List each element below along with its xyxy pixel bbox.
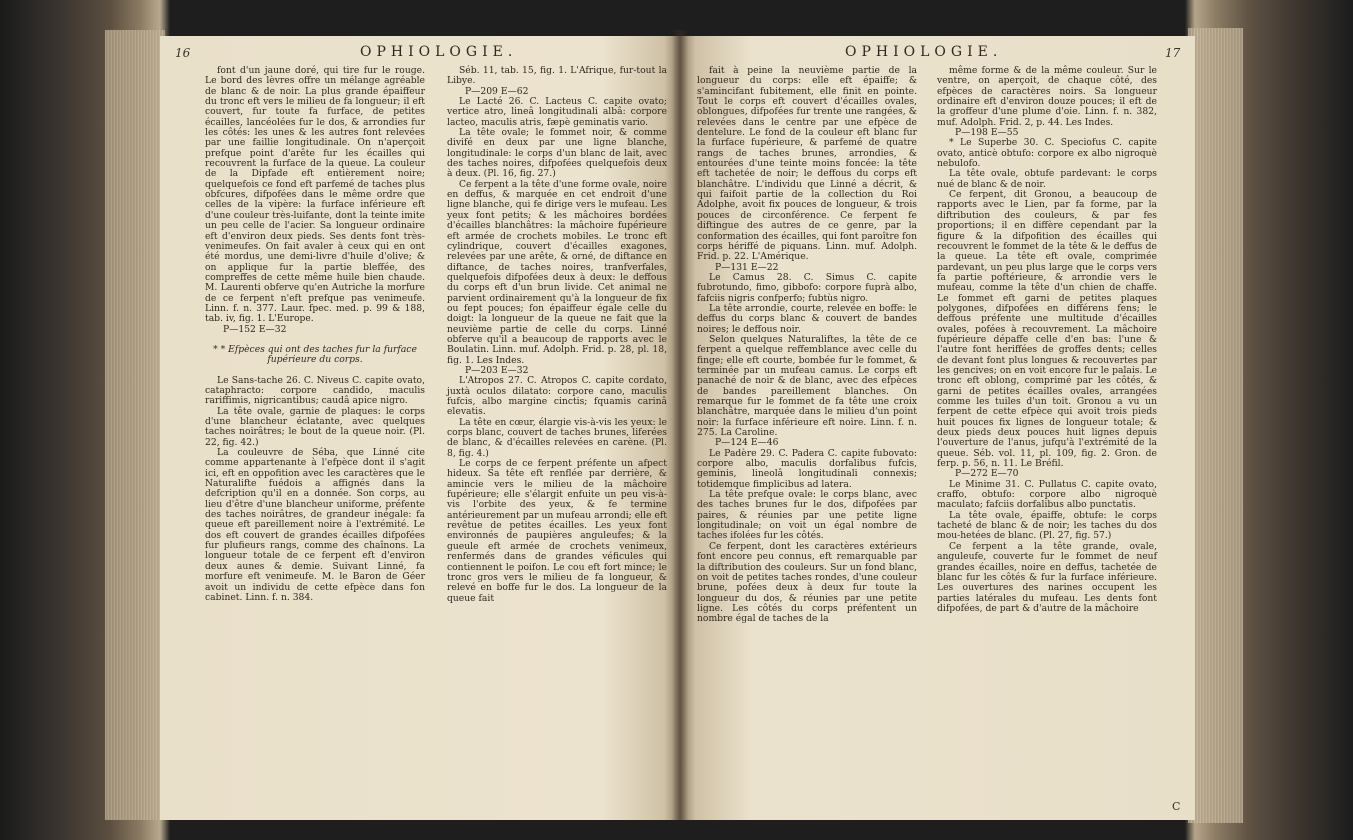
species-entry: Le Camus 28. C. Simus C. capite fubrotundo, fimo, gibbofo: corpore fuprà albo, fafciis nigris confperfo; fubtùs nigro. <box>697 271 917 304</box>
paragraph: Ce ferpent, dont les caractères extérieurs font encore peu connus, eft remarquable par la diftribution des couleurs. Sur un fond blanc, on voit de petites taches rondes, d'une couleur brune, pofées deux à deux fur toute la longueur du dos, & réunies par une petite ligne. Les côtés du corps préfentent un nombre égal de taches de la <box>697 540 917 625</box>
left-page-column-1 <box>205 66 425 603</box>
plate-reference: P—131 E—22 <box>715 261 779 273</box>
right-running-head: OPHIOLOGIE. <box>845 44 1003 60</box>
paragraph: La tête ovale, garnie de plaques: le corps d'une blancheur éclatante, avec quelques taches noirâtres; le bout de la queue noir. (Pl. 22, fig. 42.) <box>205 405 425 448</box>
paragraph: La tête ovale, épaiffe, obtufe: le corps tacheté de blanc & de noir; les taches du dos mou-hetées de blanc. (Pl. 27, fig. 57.) <box>937 509 1157 542</box>
paragraph: La couleuvre de Séba, que Linné cite comme appartenante à l'efpèce dont il s'agit ici, eft en oppofition avec les caractères que le Naturalifte fuédois a affignés dans la defcription qu'il en a donnée. Son corps, au lieu d'être d'une blancheur uniforme, préfente des taches noirâtres, de grandeur inégale: fa queue eft pareillement noire à l'extrémité. Le dos eft couvert de grandes écailles difpofées fur plufieurs rangs, comme des chaînons. La longueur totale de ce ferpent eft d'environ deux aunes & demie. Suivant Linné, fa morfure eft venimeufe. M. le Baron de Géer avoit un individu de cette efpèce dans fon cabinet. Linn. f. n. 384. <box>205 447 425 603</box>
paragraph: font d'un jaune doré, qui tire fur le rouge. Le bord des lèvres offre un mélange agréable de blanc & de noir. La plus grande épaiffeur du tronc eft vers le milieu de fa longueur; il eft couvert, fur toute fa furface, de petites écailles, lancéolées fur le dos, & arrondies fur les côtés: les unes & les autres font relevées par une faillie longitudinale. On n'aperçoit prefque point d'arête fur les écailles qui recouvrent la furface de la queue. La couleur de la Dipfade eft entièrement noire; quelquefois ce fond eft parfemé de taches plus obfcures, difpofées dans le même ordre que celles de la vipère: la furface inférieure eft d'une couleur très-luifante, dont la teinte imite un peu celle de l'acier. Sa longueur ordinaire eft d'environ deux pieds. Ses dents font très-venimeufes. On fait avaler à ceux qui en ont été mordus, une demi-livre d'huile d'olive; & on applique fur la partie bleffée, des compreffes de cette même huile bien chaude. M. Laurenti obferve qu'en Autriche la morfure de ce ferpent n'eft prefque pas venimeufe. Linn. f. n. 377. Laur. fpec. med. p. 99 & 188, tab. iv, fig. 1. L'Europe. <box>205 65 425 325</box>
paragraph: La tête ovale; le fommet noir, & comme divifé en deux par une ligne blanche, longitudinale: le corps d'un blanc de lait, avec des taches noires, difpofées quelquefois deux à deux. (Pl. 16, fig. 27.) <box>447 127 667 180</box>
species-entry: * Le Superbe 30. C. Speciofus C. capite ovato, anticè obtufo: corpore ex albo nigroquè nebulofo. <box>937 137 1157 170</box>
paragraph: même forme & de la même couleur. Sur le ventre, on aperçoit, de chaque côté, des efpèces de caractères noirs. Sa longueur ordinaire eft d'environ douze pouces; il eft de la groffeur d'une plume d'oie. Linn. f. n. 382, muf. Adolph. Frid. 2, p. 44. Les Indes. <box>937 65 1157 128</box>
left-page-edges <box>105 30 165 820</box>
paragraph: Selon quelques Naturaliftes, la tête de ce ferpent a quelque reffemblance avec celle du finge; elle eft courte, bombée fur le fommet, & terminée par un mufeau camus. Le corps eft panaché de noir & de blanc, avec des efpèces de bandes pareillement blanches. On remarque fur le fommet de fa tête une croix blanchâtre, marquée dans le milieu d'un point noir: la furface inférieure eft noire. Linn. f. n. 275. La Caroline. <box>697 333 917 439</box>
paragraph: Ce ferpent a la tête grande, ovale, anguleufe, couverte fur le fommet de neuf grandes écailles, noire en deffus, tachetée de blanc fur les côtés & fur la furface inférieure. Les ouvertures des narines occupent les parties latérales du mufeau. Les dents font difpofées, de part & d'autre de la mâchoire <box>937 540 1157 614</box>
paragraph: La tête prefque ovale: le corps blanc, avec des taches brunes fur le dos, difpofées par paires, & réunies par une petite ligne longitudinale; on voit un égal nombre de taches ifolées fur les côtés. <box>697 489 917 542</box>
species-entry: Le Lacté 26. C. Lacteus C. capite ovato; vertice atro, lineâ longitudinali albâ: corpore lacteo, maculis atris, fæpè geminatis vario. <box>447 96 667 128</box>
plate-reference: P—203 E—32 <box>465 364 529 376</box>
left-running-head: OPHIOLOGIE. <box>360 44 518 60</box>
right-page-number: 17 <box>1165 46 1181 60</box>
paragraph: Le corps de ce ferpent préfente un afpect hideux. Sa tête eft renflée par derrière, & amincie vers le milieu de la mâchoire fupérieure; elle s'élargit enfuite un peu vis-à-vis l'orbite des yeux, & fe termine antérieurement par un mufeau arrondi; elle eft revêtue de petites écailles. Les yeux font environnés de paupières anguleufes; & la gueule eft armée de crochets venimeux, renfermés dans de grandes véficules qui contiennent le poifon. Le cou eft fort mince; le tronc gros vers le milieu de fa longueur, & relevé en boffe fur le dos. La longueur de la queue fait <box>447 458 667 604</box>
left-page-number: 16 <box>175 46 191 60</box>
book-gutter <box>672 30 688 820</box>
paragraph: Ce ferpent a la tête d'une forme ovale, noire en deffus, & marquée en cet endroit d'une ligne blanche, qui fe dirige vers le mufeau. Les yeux font petits; & les mâchoires bordées d'écailles blanchâtres: la mâchoire fupérieure eft armée de crochets mobiles. Le tronc eft cylindrique, couvert d'écailles exagones, relevées par une arête, & orné, de diftance en diftance, de taches noires, tranfverfales, quelquefois difpofées deux à deux: le deffous du corps eft d'un brun livide. Cet animal ne parvient ordinairement qu'à la longueur de fix ou fept pouces; fon épaiffeur égale celle du doigt: la longueur de la queue ne fait que la neuvième partie de celle du corps. Linné obferve qu'il a beaucoup de rapports avec le Boulatin. Linn. muf. Adolph. Frid. p. 28, pl. 18, fig. 1. Les Indes. <box>447 178 667 366</box>
species-entry: Le Sans-tache 26. C. Niveus C. capite ovato, cataphracto: corpore candido, maculis rariffimis, nigricantibus; caudâ apice nigro. <box>205 374 425 407</box>
species-entry: Le Padère 29. C. Padera C. capite fubovato: corpore albo, maculis dorfalibus fufcis, geminis, lineolâ longitudinali connexis; totidemque fimplicibus ad latera. <box>697 447 917 490</box>
right-page-column-2 <box>937 66 1157 614</box>
species-entry: L'Atropos 27. C. Atropos C. capite cordato, juxtà oculos dilatato: corpore cano, maculis fufcis, albo margine cinctis; fquamis carinâ elevatis. <box>447 375 667 418</box>
paragraph: La tête en cœur, élargie vis-à-vis les yeux: le corps blanc, couvert de taches brunes, liferées de blanc, & d'écailles relevées en carène. (Pl. 8, fig. 4.) <box>447 416 667 459</box>
plate-reference: P—272 E—70 <box>955 468 1019 480</box>
plate-reference: P—124 E—46 <box>715 437 779 449</box>
right-page-edges <box>1188 28 1243 823</box>
right-page-column-1 <box>697 66 917 625</box>
species-entry: Le Minime 31. C. Pullatus C. capite ovato, craffo, obtufo: corpore albo nigroquè maculato; fafciis dorfalibus albo punctatis. <box>937 478 1157 511</box>
plate-reference: P—209 E—62 <box>465 85 529 97</box>
plate-reference: P—152 E—32 <box>223 323 287 335</box>
plate-reference: P—198 E—55 <box>955 127 1019 139</box>
paragraph: La tête ovale, obtufe pardevant: le corps nué de blanc & de noir. <box>937 168 1157 190</box>
paragraph: fait à peine la neuvième partie de la longueur du corps: elle eft épaiffe; & s'amincifant fubitement, elle finit en pointe. Tout le corps eft couvert d'écailles ovales, oblongues, difpofées fur trente une rangées, & relevées dans le centre par une efpèce de dentelure. Le fond de la couleur eft blanc fur la furface fupérieure, & parfemé de quatre rangs de taches brunes, arrondies, & entourées d'une teinte moins foncée: la tête eft tachetée de noir; le deffous du corps eft blanchâtre. L'individu que Linné a décrit, & qui faifoit partie de la collection du Roi Adolphe, avoit fix pouces de longueur, & trois pouces de circonférence. Ce ferpent fe diftingue des autres de ce genre, par la conformation des écailles, qui font paroître fon corps hériffé de piquans. Linn. muf. Adolph. Frid. p. 22. L'Amérique. <box>697 65 917 263</box>
paragraph: Ce ferpent, dit Gronou, a beaucoup de rapports avec le Lien, par fa forme, par la diftribution des couleurs, & par fes proportions; il en diffère cependant par la figure & la difpofition des écailles qui recouvrent le fommet de la tête & le deffus de la queue. La tête eft ovale, comprimée pardevant, un peu plus large que le corps vers fa partie poftérieure, & arrondie vers le mufeau, comme la tête d'un chien de chaffe. Le fommet eft garni de petites plaques polygones, difpofées en différens fens; le deffous préfente une multitude d'écailles ovales, pofées à recouvrement. La mâchoire fupérieure dépaffe celle d'en bas: l'une & l'autre font heriffées de groffes dents; celles de devant font plus longues & recouvertes par les gencives; on en voit encore fur le palais. Le tronc eft oblong, comprimé par les côtés, & garni de petites écailles ovales, arrangées comme les tuiles d'un toit. Gronou a vu un ferpent de cette efpèce qui avoit trois pieds huit pouces fix lignes de longueur totale; & deux pieds deux pouces huit lignes depuis l'ouverture de l'anus, jufqu'à l'extrémité de la queue. Séb. vol. 11, pl. 109, fig. 2. Gron. de ferp. p. 56, n. 11. Le Bréfil. <box>937 189 1157 470</box>
section-heading: * * Efpèces qui ont des taches fur la furface fupérieure du corps. <box>213 343 417 366</box>
signature-mark: C <box>1172 800 1181 813</box>
paragraph: Séb. 11, tab. 15, fig. 1. L'Afrique, fur-tout la Libye. <box>447 65 667 87</box>
left-page-column-2 <box>447 66 667 604</box>
paragraph: La tête arrondie, courte, relevée en boffe: le deffus du corps blanc & couvert de bandes noires; le deffous noir. <box>697 302 917 335</box>
